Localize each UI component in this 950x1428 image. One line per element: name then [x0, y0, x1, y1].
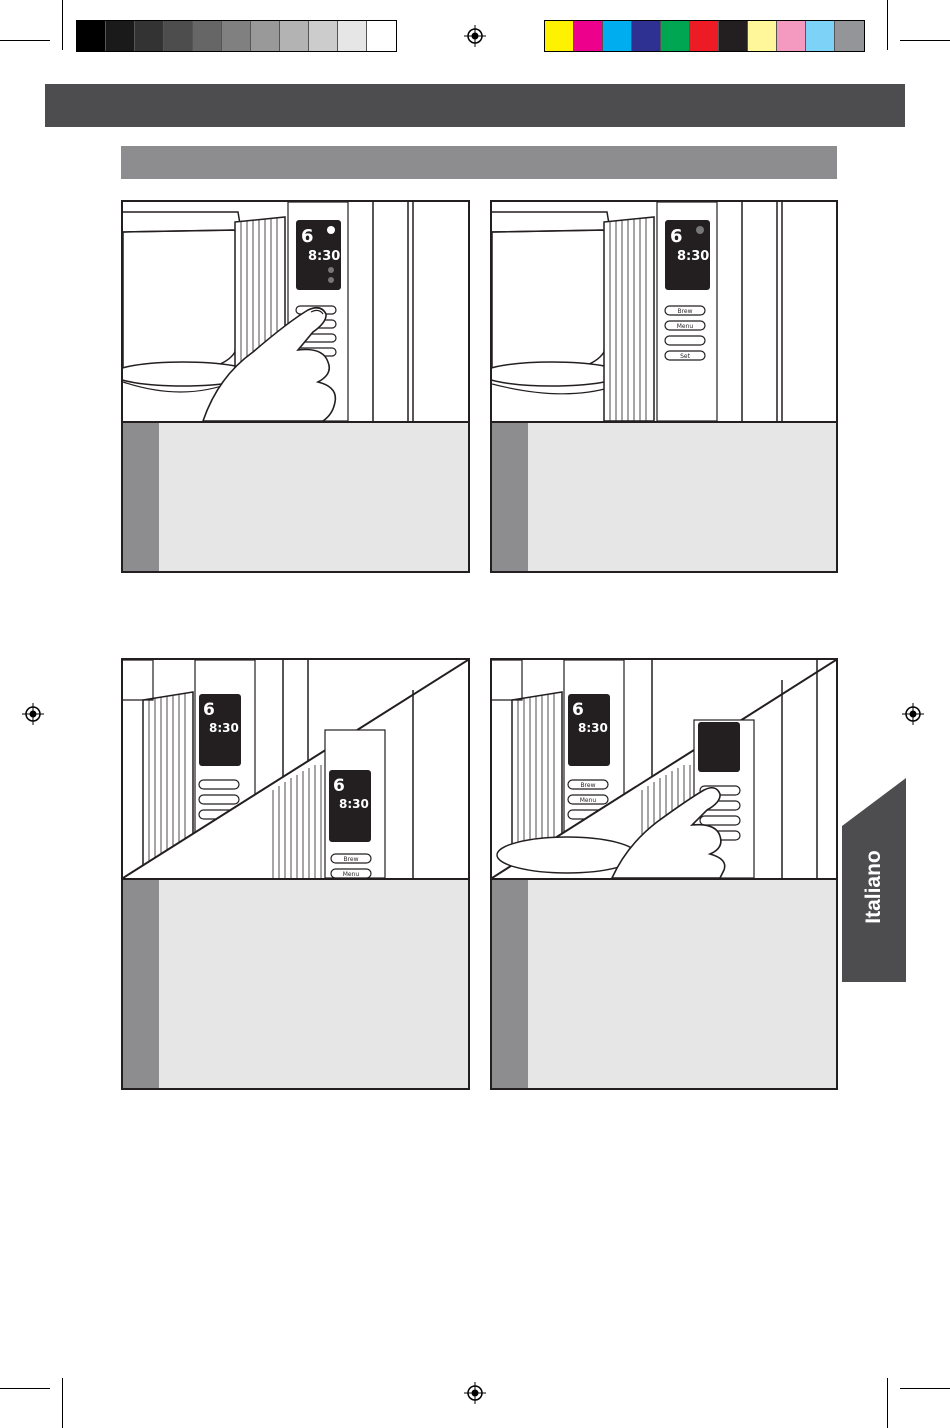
color-swatch [309, 21, 338, 51]
crop-mark [887, 1378, 888, 1428]
display-cups: 6 [670, 226, 683, 247]
color-swatch [835, 21, 864, 51]
crop-mark [900, 1388, 950, 1389]
step-number-box [492, 880, 528, 1088]
color-swatch [135, 21, 164, 51]
illustration-split-control-panel [123, 660, 468, 878]
crop-mark [62, 0, 63, 50]
crop-mark [887, 0, 888, 50]
display-time: 8:30 [209, 721, 239, 735]
illustration-control-panel [492, 202, 836, 421]
color-swatch [193, 21, 222, 51]
color-swatch [338, 21, 367, 51]
svg-text:6: 6 [333, 776, 345, 796]
display-time: 8:30 [578, 721, 608, 735]
color-swatch [164, 21, 193, 51]
color-swatch [545, 21, 574, 51]
color-swatch [806, 21, 835, 51]
svg-text:8:30: 8:30 [339, 797, 369, 811]
crop-mark [62, 1378, 63, 1428]
step-panel-4 [490, 658, 838, 1090]
color-swatch [661, 21, 690, 51]
brew-button-label: Brew [580, 782, 596, 789]
color-swatch [77, 21, 106, 51]
set-button-label: Set [680, 353, 690, 360]
brew-button-label: Brew [677, 308, 693, 315]
color-swatch [719, 21, 748, 51]
color-swatch [777, 21, 806, 51]
color-swatch [748, 21, 777, 51]
step-number-box [492, 423, 528, 571]
subsection-header-bar [121, 146, 837, 179]
process-color-bar [544, 20, 865, 52]
step-panel-3 [121, 658, 470, 1090]
menu-button-label: Menu [676, 323, 694, 330]
display-cups: 6 [301, 226, 314, 247]
language-tab-text: Italiano [862, 850, 886, 924]
display-time: 8:30 [308, 249, 341, 264]
color-swatch [367, 21, 396, 51]
crop-mark [0, 1388, 50, 1389]
step-number-box [123, 423, 159, 571]
color-swatch [632, 21, 661, 51]
color-swatch [603, 21, 632, 51]
language-tab-label [842, 812, 906, 962]
display-cups: 6 [203, 700, 215, 720]
crop-mark [0, 40, 50, 41]
step-caption-3 [123, 878, 468, 1088]
crop-mark [900, 40, 950, 41]
menu-button-label: Menu [579, 797, 597, 804]
color-swatch [106, 21, 135, 51]
illustration-finger-pressing-button [123, 202, 468, 421]
color-swatch [280, 21, 309, 51]
section-header-bar [45, 84, 905, 127]
registration-mark-icon [902, 703, 924, 725]
grayscale-color-bar [76, 20, 397, 52]
registration-mark-icon [464, 25, 486, 47]
menu-button-label: Menu [342, 871, 360, 878]
color-swatch [251, 21, 280, 51]
registration-mark-icon [464, 1382, 486, 1404]
step-caption-1 [123, 421, 468, 571]
display-cups: 6 [572, 700, 584, 720]
color-swatch [690, 21, 719, 51]
display-time: 8:30 [677, 249, 710, 264]
step-number-box [123, 880, 159, 1088]
color-swatch [574, 21, 603, 51]
step-panel-2 [490, 200, 838, 573]
step-panel-1 [121, 200, 470, 573]
step-caption-2 [492, 421, 836, 571]
registration-mark-icon [22, 703, 44, 725]
step-caption-4 [492, 878, 836, 1088]
color-swatch [222, 21, 251, 51]
illustration-split-finger-pressing-button [492, 660, 836, 878]
brew-button-label: Brew [343, 856, 359, 863]
